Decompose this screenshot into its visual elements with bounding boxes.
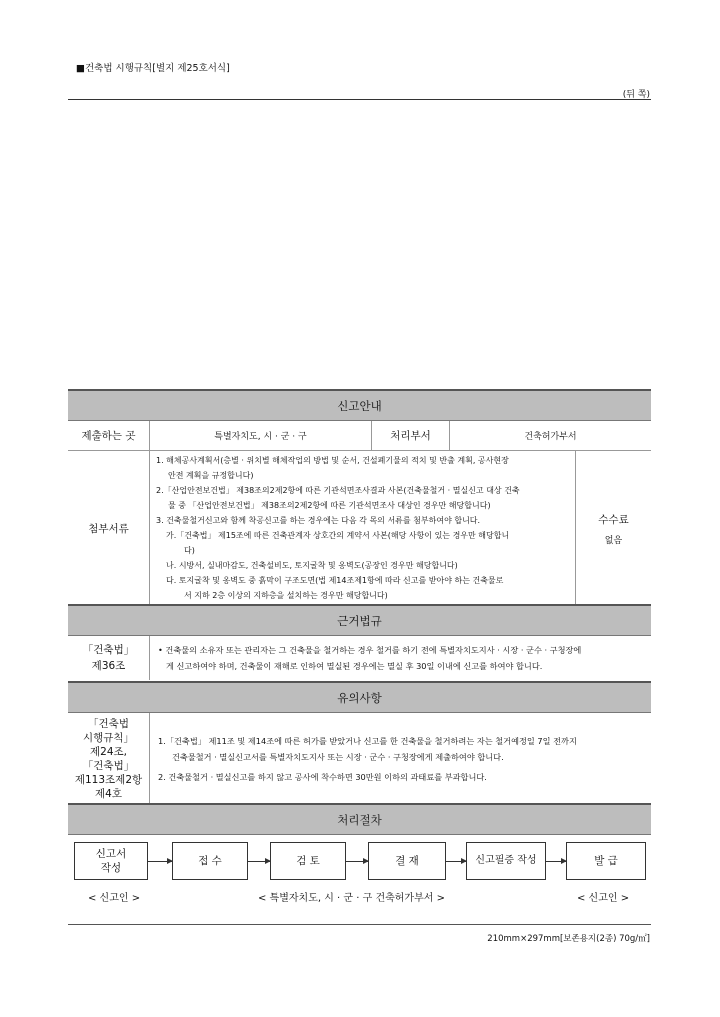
attach-line: 1. 해체공사계획서(층별 · 위치별 해체작업의 방법 및 순서, 건설폐기물의 적치 및 반출 계획, 공사현장	[156, 456, 509, 465]
paper-spec: 210mm×297mm[보존용지(2종) 70g/㎡]	[487, 934, 650, 944]
form-title: ■건축법 시행규칙[별지 제25호서식]	[76, 63, 230, 74]
bottom-divider	[68, 924, 651, 925]
attach-line: 서 지하 2층 이상의 지하층을 설치하는 경우만 해당합니다)	[184, 591, 388, 600]
role-department: < 특별자치도, 시 · 군 · 구 건축허가부서 >	[258, 893, 445, 904]
guide-title: 신고안내	[68, 389, 651, 421]
attachments-row	[68, 451, 651, 606]
step-write	[74, 842, 148, 880]
flow-arrow	[346, 861, 368, 862]
step-label: 접 수	[198, 855, 222, 867]
role-applicant-left: < 신고인 >	[88, 893, 141, 904]
top-divider	[68, 99, 651, 100]
basis-law-line: 제36조	[91, 660, 126, 672]
basis-title: 근거법규	[68, 604, 651, 636]
basis-text-line: 게 신고하여야 하며, 건축물이 재해로 인하여 멸실된 경우에는 멸실 후 30일 이내에 신고를 하여야 합니다.	[166, 661, 543, 671]
notes-law-line: 시행규칙」	[82, 732, 135, 744]
attach-line: 안전 계획을 규정합니다)	[168, 471, 254, 480]
procedure-title: 처리절차	[68, 803, 651, 835]
attach-line: 다)	[184, 546, 195, 555]
notes-section	[68, 681, 651, 805]
page-side-label: (뒤 쪽)	[622, 90, 650, 100]
step-label: 작성	[100, 862, 122, 874]
submit-row	[68, 421, 651, 451]
step-review	[270, 842, 346, 880]
fee-label: 수수료	[598, 513, 629, 526]
note-line: 2. 건축물철거 · 멸실신고를 하지 않고 공사에 착수하면 30만원 이하의 과태료를 부과합니다.	[158, 772, 487, 782]
fee-value: 없음	[604, 535, 623, 546]
notes-law-line: 「건축법	[88, 718, 129, 730]
notes-law-line: 제24조,	[90, 746, 127, 758]
attach-line: 3. 건축물철거신고와 함께 착공신고를 하는 경우에는 다음 각 목의 서류를 첨부하여야 합니다.	[156, 516, 481, 525]
notes-title: 유의사항	[68, 681, 651, 713]
step-label: 검 토	[296, 855, 320, 867]
submit-value: 특별자치도, 시 · 군 · 구	[150, 421, 372, 450]
flow-arrow	[148, 861, 172, 862]
attach-line: 2.「산업안전보건법」 제38조의2제2항에 따른 기관석면조사결과 사본(건축물철거 · 멸실신고 대상 건축	[156, 486, 520, 495]
step-label: 발 급	[594, 855, 618, 867]
notes-law-line: 제4호	[95, 788, 122, 800]
attach-label: 첨부서류	[68, 451, 150, 606]
attach-line: 나. 시방서, 실내마감도, 건축설비도, 토지굴착 및 옹벽도(공장인 경우만 해당합니다)	[166, 561, 458, 570]
basis-text	[150, 636, 651, 680]
basis-law-line: 「건축법」	[82, 644, 135, 656]
attach-line: 물 중 「산업안전보건법」 제38조의2제2항에 따른 기관석면조사 대상인 경우만 해당합니다)	[168, 501, 491, 510]
step-label: 신고서	[95, 848, 127, 860]
basis-section	[68, 604, 651, 680]
fee-cell	[576, 451, 651, 606]
flow-arrow	[446, 861, 466, 862]
procedure-section	[68, 803, 651, 835]
step-issue	[566, 842, 646, 880]
note-line: 건축물철거 · 멸실신고서를 특별자치도지사 또는 시장 · 군수 · 구청장에게 제출하여야 합니다.	[172, 752, 504, 762]
dept-value: 건축허가부서	[524, 432, 577, 442]
guide-section	[68, 389, 651, 606]
basis-text-line: • 건축물의 소유자 또는 관리자는 그 건축물을 철거하는 경우 철거를 하기 전에 특별자치도지사 · 시장 · 군수 · 구청장에	[158, 645, 582, 655]
submit-label: 제출하는 곳	[68, 421, 150, 450]
attach-line: 다. 토지굴착 및 옹벽도 중 흙막이 구조도면(법 제14조제1항에 따라 신고를 받아야 하는 건축물로	[166, 576, 504, 585]
step-approve	[368, 842, 446, 880]
note-line: 1.「건축법」 제11조 및 제14조에 따른 허가를 받았거나 신고를 한 건축물을 철거하려는 자는 철거예정일 7일 전까지	[158, 736, 577, 746]
step-certificate	[466, 842, 546, 880]
step-label: 결 재	[395, 855, 419, 867]
attach-line: 가.「건축법」 제15조에 따른 건축관계자 상호간의 계약서 사본(해당 사항이 있는 경우만 해당합니	[166, 531, 510, 540]
role-applicant-right: < 신고인 >	[577, 893, 630, 904]
step-label: 신고필증 작성	[475, 855, 537, 866]
basis-law	[68, 636, 150, 680]
notes-law	[68, 713, 150, 805]
step-receive	[172, 842, 248, 880]
notes-row	[68, 713, 651, 805]
notes-law-line: 제113조제2항	[74, 774, 143, 786]
basis-row	[68, 636, 651, 680]
notes-text	[150, 713, 651, 805]
attach-list	[150, 451, 576, 606]
flow-arrow	[248, 861, 270, 862]
dept-label: 처리부서	[372, 421, 450, 450]
notes-law-line: 「건축법」	[82, 760, 135, 772]
flow-arrow	[546, 861, 566, 862]
